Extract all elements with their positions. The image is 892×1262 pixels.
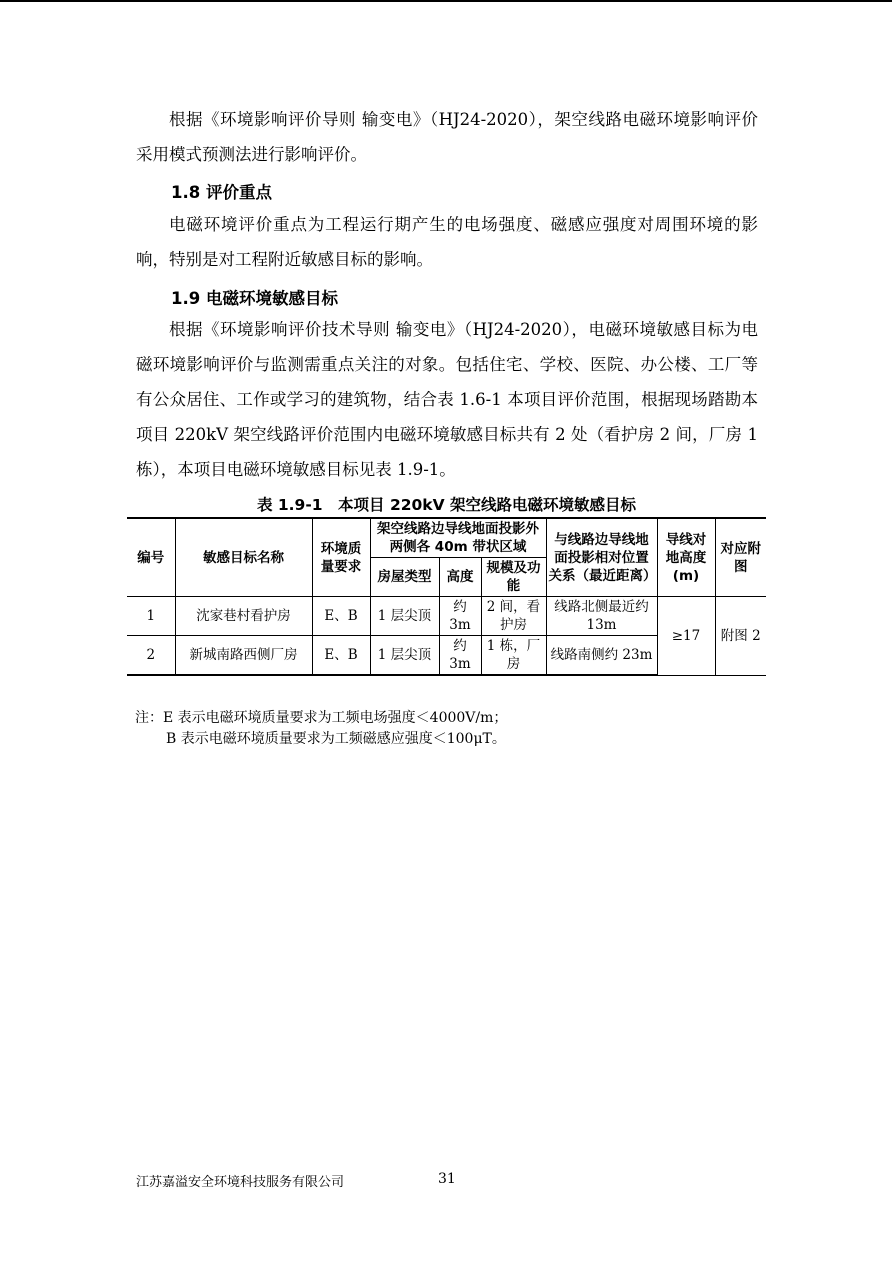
cell-relation: 线路南侧约 23m: [546, 636, 657, 676]
header-id: 编号: [127, 518, 175, 597]
footer-company: 江苏嘉溢安全环境科技服务有限公司: [136, 1175, 345, 1190]
table-note-e: 注：E 表示电磁环境质量要求为工频电场强度＜4000V/m；: [135, 710, 508, 726]
cell-figure: 附图 2: [715, 597, 766, 676]
header-quality: 环境质量要求: [312, 518, 370, 597]
section-1-9-heading: 1.9 电磁环境敏感目标: [171, 289, 338, 308]
cell-id: 1: [127, 597, 175, 636]
header-relation: 与线路边导线地面投影相对位置关系（最近距离）: [546, 518, 657, 597]
cell-quality: E、B: [312, 597, 370, 636]
cell-id: 2: [127, 636, 175, 676]
header-height: 高度: [439, 558, 481, 597]
header-figure: 对应附图: [715, 518, 766, 597]
table-row: [127, 597, 766, 636]
cell-name: 新城南路西侧厂房: [175, 636, 312, 676]
cell-scale: 2 间，看护房: [481, 597, 546, 636]
intro-paragraph: 根据《环境影响评价导则 输变电》（HJ24-2020），架空线路电磁环境影响评价采用模式预测法进行影响评价。: [136, 110, 758, 164]
page-top-border: [0, 0, 892, 2]
cell-height: 约 3m: [439, 597, 481, 636]
sensitive-targets-table: [127, 517, 766, 676]
section-1-9-paragraph: 根据《环境影响评价技术导则 输变电》（HJ24-2020），电磁环境敏感目标为电磁环境影响评价与监测需重点关注的对象。包括住宅、学校、医院、办公楼、工厂等有公众居住、工作或学习的建筑物，结合表 1.6-1 本项目评价范围，根据现场踏勘本项目 220kV 架空线路评价范围内电磁环境敏感目标共有 2 处（看护房 2 间，厂房 1 栋），本项目电磁环境敏感目标见表 1.9-1。: [136, 320, 758, 479]
header-name: 敏感目标名称: [175, 518, 312, 597]
cell-scale: 1 栋，厂房: [481, 636, 546, 676]
section-1-8-paragraph: 电磁环境评价重点为工程运行期产生的电场强度、磁感应强度对周围环境的影响，特别是对工程附近敏感目标的影响。: [136, 215, 758, 269]
cell-height: 约 3m: [439, 636, 481, 676]
cell-quality: E、B: [312, 636, 370, 676]
header-conductor-height: 导线对地高度(m): [657, 518, 715, 597]
cell-house-type: 1 层尖顶: [370, 597, 439, 636]
table-title: 表 1.9-1 本项目 220kV 架空线路电磁环境敏感目标: [256, 496, 637, 514]
section-1-8-heading: 1.8 评价重点: [171, 183, 272, 202]
header-house-type: 房屋类型: [370, 558, 439, 597]
cell-conductor-height: ≥17: [657, 597, 715, 676]
header-band: 架空线路边导线地面投影外两侧各 40m 带状区域: [370, 518, 546, 558]
page-number: 31: [438, 1171, 456, 1187]
table-note-b: B 表示电磁环境质量要求为工频磁感应强度＜100μT。: [166, 731, 506, 747]
header-scale: 规模及功能: [481, 558, 546, 597]
cell-name: 沈家巷村看护房: [175, 597, 312, 636]
cell-relation: 线路北侧最近约 13m: [546, 597, 657, 636]
cell-house-type: 1 层尖顶: [370, 636, 439, 676]
